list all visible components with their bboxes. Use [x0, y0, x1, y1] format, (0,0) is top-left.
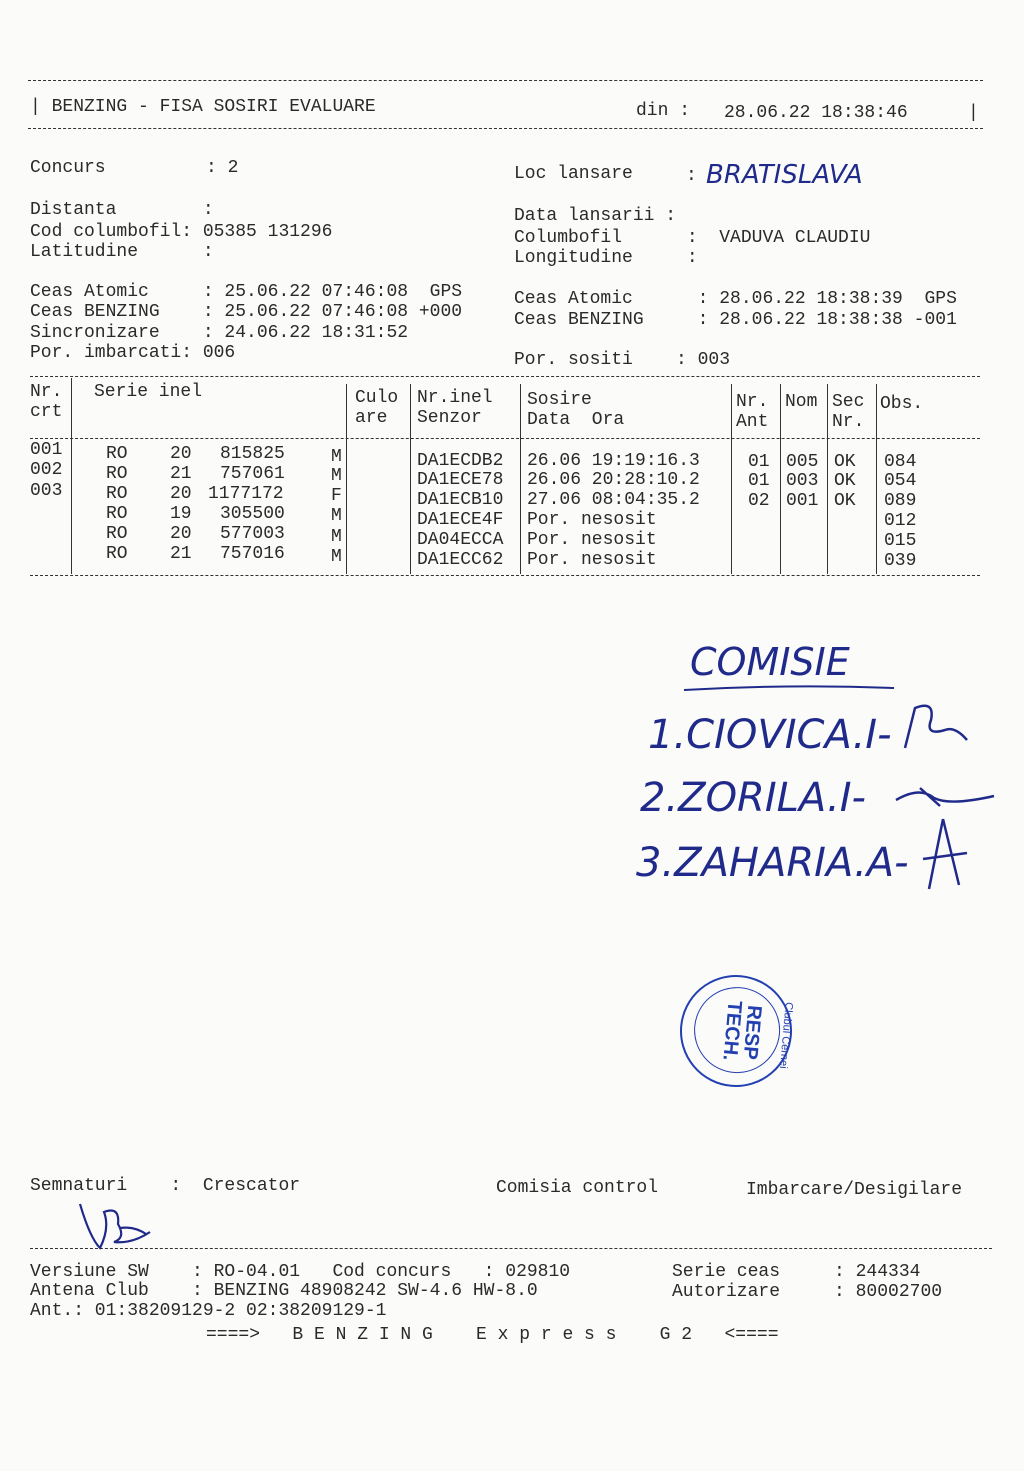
cell-obs: 084 — [884, 452, 917, 472]
cell-ant: 01 — [748, 471, 770, 491]
col-divider — [410, 384, 411, 574]
serie-ceas: Serie ceas : 244334 — [672, 1262, 921, 1282]
col-header-sec: Sec Nr. — [832, 392, 865, 432]
loc-lansare-value: BRATISLAVA — [706, 160, 863, 190]
cell-ring: 757061 — [220, 464, 285, 484]
cell-ring: 1177172 — [208, 484, 284, 504]
table-bottom-rule — [30, 575, 980, 576]
cell-sex: M — [331, 466, 342, 486]
cell-sosire: Por. nesosit — [527, 550, 657, 570]
cell-senzor: DA1ECC62 — [417, 550, 504, 570]
col-header-serie: Serie inel — [94, 382, 203, 402]
por-sositi: Por. sositi : 003 — [514, 350, 731, 370]
loc-lansare-sep: : — [686, 166, 697, 186]
header-top-rule — [28, 80, 983, 81]
cod-columbofil: Cod columbofil: 05385 131296 — [30, 222, 333, 242]
cell-year: 20 — [170, 484, 192, 504]
table-top-rule — [30, 376, 980, 377]
cell-senzor: DA1ECB10 — [417, 490, 504, 510]
crt-number: 003 — [30, 481, 63, 501]
handwritten-member-2: 2.ZORILA.I- — [640, 775, 866, 821]
report-title: | BENZING - FISA SOSIRI EVALUARE — [30, 97, 376, 117]
cell-sex: M — [331, 447, 342, 467]
latitudine: Latitudine : — [30, 242, 214, 262]
cell-sec: OK — [834, 471, 856, 491]
col-header-ant: Nr. Ant — [736, 392, 769, 432]
din-label: din : — [636, 101, 691, 121]
col-divider — [876, 384, 877, 574]
cell-obs: 039 — [884, 551, 917, 571]
cell-sosire: 27.06 08:04:35.2 — [527, 490, 700, 510]
cell-country: RO — [106, 444, 128, 464]
cell-senzor: DA1ECE4F — [417, 510, 504, 530]
footer-rule — [30, 1248, 992, 1249]
cell-sosire: Por. nesosit — [527, 510, 657, 530]
signature-member-1 — [895, 700, 975, 760]
concurs-label: Concurs — [30, 158, 106, 178]
col-header-obs: Obs. — [880, 394, 924, 414]
ceas-benzing-end: Ceas BENZING : 28.06.22 18:38:38 -001 — [514, 310, 957, 330]
signature-member-2 — [890, 776, 1000, 816]
cell-year: 19 — [170, 504, 192, 524]
sincronizare: Sincronizare : 24.06.22 18:31:52 — [30, 323, 409, 343]
comisie-underline — [680, 682, 900, 696]
cell-obs: 089 — [884, 491, 917, 511]
cell-country: RO — [106, 524, 128, 544]
concurs-value: : 2 — [206, 158, 239, 178]
por-imbarcati: Por. imbarcati: 006 — [30, 343, 236, 363]
cell-year: 21 — [170, 464, 192, 484]
cell-obs: 015 — [884, 531, 917, 551]
cell-sec: OK — [834, 491, 856, 511]
cell-year: 21 — [170, 544, 192, 564]
autorizare: Autorizare : 80002700 — [672, 1282, 943, 1302]
cell-sosire: Por. nesosit — [527, 530, 657, 550]
stamp-ring-text: Clubul Cernei — [776, 1001, 795, 1070]
cell-year: 20 — [170, 444, 192, 464]
cell-sex: F — [331, 486, 342, 506]
cell-senzor: DA04ECCA — [417, 530, 504, 550]
benzing-express-banner: ====> B E N Z I N G E x p r e s s G 2 <==== — [206, 1325, 779, 1345]
col-divider — [520, 384, 521, 574]
cell-nom: 001 — [786, 491, 819, 511]
cell-sosire: 26.06 19:19:16.3 — [527, 451, 700, 471]
col-header-culoare: Culo are — [355, 388, 399, 428]
header-end-bar: | — [968, 103, 979, 123]
distanta: Distanta : — [30, 200, 214, 220]
cell-country: RO — [106, 544, 128, 564]
cell-senzor: DA1ECE78 — [417, 470, 504, 490]
ceas-atomic-start: Ceas Atomic : 25.06.22 07:46:08 GPS — [30, 282, 463, 302]
cell-country: RO — [106, 484, 128, 504]
col-header-sosire: Sosire Data Ora — [527, 390, 625, 430]
cell-ring: 757016 — [220, 544, 285, 564]
col-divider — [71, 378, 72, 574]
cell-nom: 005 — [786, 452, 819, 472]
comisia-control-label: Comisia control — [496, 1178, 659, 1198]
cell-sec: OK — [834, 452, 856, 472]
cell-country: RO — [106, 464, 128, 484]
cell-obs: 054 — [884, 471, 917, 491]
cell-ring: 815825 — [220, 444, 285, 464]
col-divider — [827, 384, 828, 574]
antena-club: Antena Club : BENZING 48908242 SW-4.6 HW-8.0 — [30, 1281, 538, 1301]
breeder-signature — [70, 1198, 160, 1258]
header-bottom-rule — [28, 128, 983, 129]
versiune-sw: Versiune SW : RO-04.01 Cod concurs : 029810 — [30, 1262, 571, 1282]
stamp-text: RESP TECH. — [718, 999, 766, 1062]
columbofil: Columbofil : VADUVA CLAUDIU — [514, 228, 871, 248]
col-header-nr: Nr. crt — [30, 382, 63, 422]
col-divider — [731, 384, 732, 574]
crt-number: 001 — [30, 440, 63, 460]
cell-ring: 305500 — [220, 504, 285, 524]
cell-year: 20 — [170, 524, 192, 544]
cell-ant: 01 — [748, 452, 770, 472]
loc-lansare-label: Loc lansare — [514, 164, 633, 184]
cell-ring: 577003 — [220, 524, 285, 544]
longitudine: Longitudine : — [514, 248, 698, 268]
cell-senzor: DA1ECDB2 — [417, 451, 504, 471]
cell-sosire: 26.06 20:28:10.2 — [527, 470, 700, 490]
cell-obs: 012 — [884, 511, 917, 531]
col-header-nrinel: Nr.inel Senzor — [417, 388, 493, 428]
cell-sex: M — [331, 506, 342, 526]
imbarcare-label: Imbarcare/Desigilare — [746, 1180, 963, 1200]
data-lansarii: Data lansarii : — [514, 206, 677, 226]
ceas-atomic-end: Ceas Atomic : 28.06.22 18:38:39 GPS — [514, 289, 957, 309]
col-divider — [346, 384, 347, 574]
handwritten-comisie: COMISIE — [690, 640, 850, 684]
handwritten-member-1: 1.CIOVICA.I- — [648, 712, 892, 758]
handwritten-member-3: 3.ZAHARIA.A- — [636, 840, 909, 886]
signature-member-3 — [915, 815, 975, 895]
cell-nom: 003 — [786, 471, 819, 491]
cell-sex: M — [331, 547, 342, 567]
antenna-ids: Ant.: 01:38209129-2 02:38209129-1 — [30, 1301, 387, 1321]
cell-country: RO — [106, 504, 128, 524]
cell-sex: M — [331, 527, 342, 547]
col-header-nom: Nom — [785, 392, 818, 412]
report-datetime: 28.06.22 18:38:46 — [724, 103, 908, 123]
col-divider — [780, 384, 781, 574]
semnaturi-label: Semnaturi : Crescator — [30, 1176, 301, 1196]
crt-number: 002 — [30, 460, 63, 480]
club-stamp — [675, 970, 796, 1091]
table-header-rule — [30, 438, 980, 439]
cell-ant: 02 — [748, 491, 770, 511]
ceas-benzing-start: Ceas BENZING : 25.06.22 07:46:08 +000 — [30, 302, 463, 322]
